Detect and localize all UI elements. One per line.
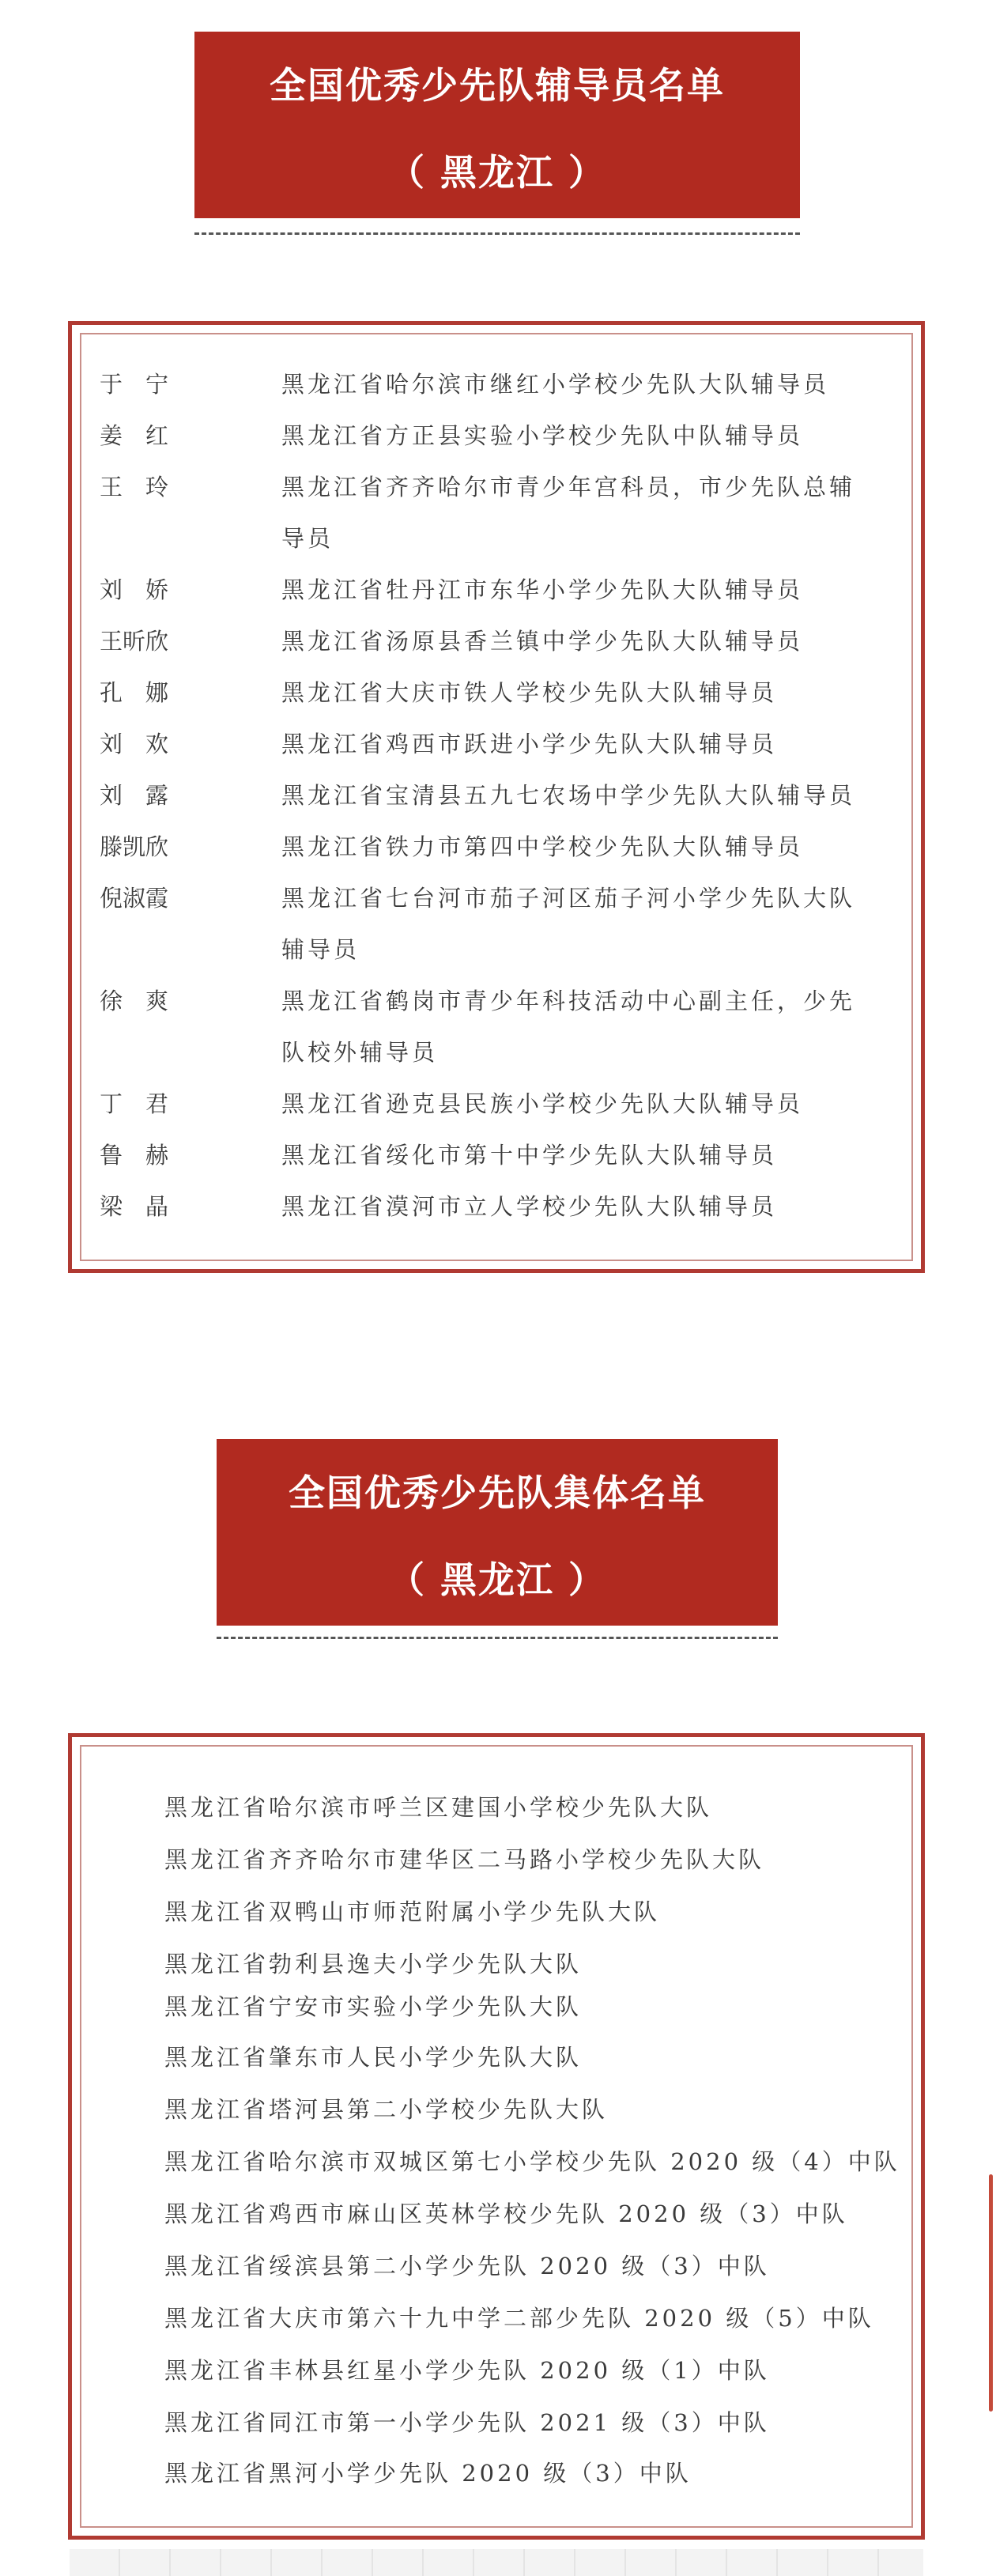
counselor-description: 黑龙江省逊克县民族小学校少先队大队辅导员 [281, 1090, 804, 1117]
counselor-description: 辅导员 [281, 936, 360, 963]
counselor-name: 刘 娇 [100, 576, 169, 603]
collective-item: 黑龙江省勃利县逸夫小学少先队大队 [164, 1951, 583, 1977]
page-scrollbar[interactable] [989, 2174, 993, 2412]
counselor-description: 队校外辅导员 [281, 1039, 439, 1066]
collective-item: 黑龙江省同江市第一小学少先队 2021 级（3）中队 [164, 2409, 770, 2436]
collective-item: 黑龙江省哈尔滨市呼兰区建国小学校少先队大队 [164, 1794, 713, 1821]
collective-item: 黑龙江省宁安市实验小学少先队大队 [164, 1993, 583, 2020]
collectives-province: （ 黑龙江 ） [387, 1558, 607, 1601]
counselor-description: 黑龙江省方正县实验小学校少先队中队辅导员 [281, 422, 804, 449]
counselor-description: 黑龙江省齐齐哈尔市青少年宫科员，市少先队总辅 [281, 474, 856, 500]
collective-item: 黑龙江省绥滨县第二小学少先队 2020 级（3）中队 [164, 2253, 770, 2279]
counselor-name: 滕凯欣 [100, 833, 169, 860]
collective-item: 黑龙江省齐齐哈尔市建华区二马路小学校少先队大队 [164, 1846, 765, 1873]
collective-item: 黑龙江省大庆市第六十九中学二部少先队 2020 级（5）中队 [164, 2305, 874, 2332]
counselor-description: 黑龙江省大庆市铁人学校少先队大队辅导员 [281, 679, 778, 706]
counselor-name: 倪淑霞 [100, 885, 169, 912]
counselor-name: 鲁 赫 [100, 1142, 169, 1169]
counselor-description: 导员 [281, 525, 334, 552]
counselor-description: 黑龙江省哈尔滨市继红小学校少先队大队辅导员 [281, 371, 830, 398]
counselor-name: 刘 欢 [100, 731, 169, 757]
counselor-name: 丁 君 [100, 1090, 169, 1117]
counselor-name: 刘 露 [100, 782, 169, 809]
collective-item: 黑龙江省丰林县红星小学少先队 2020 级（1）中队 [164, 2357, 770, 2384]
collectives-title-banner [217, 1439, 778, 1626]
counselor-description: 黑龙江省七台河市茄子河区茄子河小学少先队大队 [281, 885, 856, 912]
counselor-description: 黑龙江省绥化市第十中学少先队大队辅导员 [281, 1142, 778, 1169]
counselor-name: 王 玲 [100, 474, 169, 500]
counselor-name: 于 宁 [100, 371, 169, 398]
collective-item: 黑龙江省塔河县第二小学校少先队大队 [164, 2096, 609, 2123]
counselor-description: 黑龙江省鸡西市跃进小学少先队大队辅导员 [281, 731, 778, 757]
collective-item: 黑龙江省黑河小学少先队 2020 级（3）中队 [164, 2460, 692, 2487]
bottom-strip [70, 2549, 923, 2576]
counselor-name: 姜 红 [100, 422, 169, 449]
counselor-description: 黑龙江省汤原县香兰镇中学少先队大队辅导员 [281, 628, 804, 655]
collective-item: 黑龙江省双鸭山市师范附属小学少先队大队 [164, 1898, 661, 1925]
counselors-title-divider [194, 232, 800, 235]
collectives-title: 全国优秀少先队集体名单 [289, 1471, 706, 1514]
counselor-name: 孔 娜 [100, 679, 169, 706]
collectives-title-divider [217, 1637, 778, 1639]
counselor-name: 梁 晶 [100, 1193, 169, 1220]
counselor-description: 黑龙江省鹤岗市青少年科技活动中心副主任，少先 [281, 988, 856, 1014]
counselor-description: 黑龙江省牡丹江市东华小学少先队大队辅导员 [281, 576, 804, 603]
counselors-province: （ 黑龙江 ） [387, 151, 607, 194]
counselor-name: 徐 爽 [100, 988, 169, 1014]
counselor-description: 黑龙江省宝清县五九七农场中学少先队大队辅导员 [281, 782, 856, 809]
counselors-title-banner [194, 32, 800, 218]
counselor-name: 王昕欣 [100, 628, 169, 655]
counselor-description: 黑龙江省漠河市立人学校少先队大队辅导员 [281, 1193, 778, 1220]
collective-item: 黑龙江省哈尔滨市双城区第七小学校少先队 2020 级（4）中队 [164, 2148, 900, 2175]
collective-item: 黑龙江省鸡西市麻山区英林学校少先队 2020 级（3）中队 [164, 2200, 848, 2227]
counselors-title: 全国优秀少先队辅导员名单 [270, 64, 725, 107]
counselor-description: 黑龙江省铁力市第四中学校少先队大队辅导员 [281, 833, 804, 860]
collective-item: 黑龙江省肇东市人民小学少先队大队 [164, 2044, 583, 2071]
